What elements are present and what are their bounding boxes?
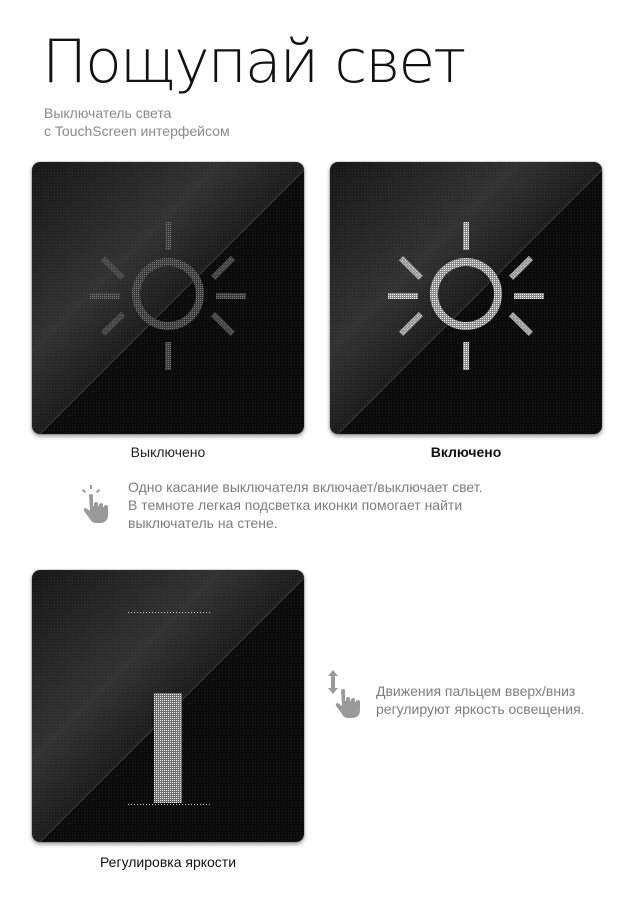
subtitle-line-1: Выключатель света — [44, 105, 172, 121]
caption-on: Включено — [430, 444, 502, 460]
brightness-level-bar[interactable] — [154, 693, 182, 803]
switch-panel-off[interactable] — [32, 162, 304, 434]
caption-dimmer: Регулировка яркости — [99, 854, 237, 870]
dimmer-bottom-line — [128, 803, 210, 805]
page-subtitle — [44, 104, 344, 140]
swipe-line-1: Движения пальцем вверх/вниз — [376, 683, 576, 699]
tap-hand-icon — [78, 484, 114, 524]
touch-line-1: Одно касание выключателя включает/выключает свет. — [128, 479, 483, 495]
swipe-hand-icon — [324, 670, 366, 720]
touch-description — [128, 478, 483, 532]
touch-line-2: В темноте легкая подсветка иконки помогает найти — [128, 497, 463, 513]
switch-panel-on[interactable] — [330, 162, 602, 434]
swipe-line-2: регулируют яркость освещения. — [376, 701, 585, 717]
caption-off: Выключено — [130, 444, 206, 460]
dimmer-panel[interactable] — [32, 570, 304, 842]
page-title: Пощупай свет — [42, 27, 465, 97]
swipe-description — [376, 682, 585, 718]
dimmer-top-line — [128, 611, 210, 613]
subtitle-line-2: с TouchScreen интерфейсом — [44, 123, 230, 139]
touch-line-3: выключатель на стене. — [128, 515, 278, 531]
